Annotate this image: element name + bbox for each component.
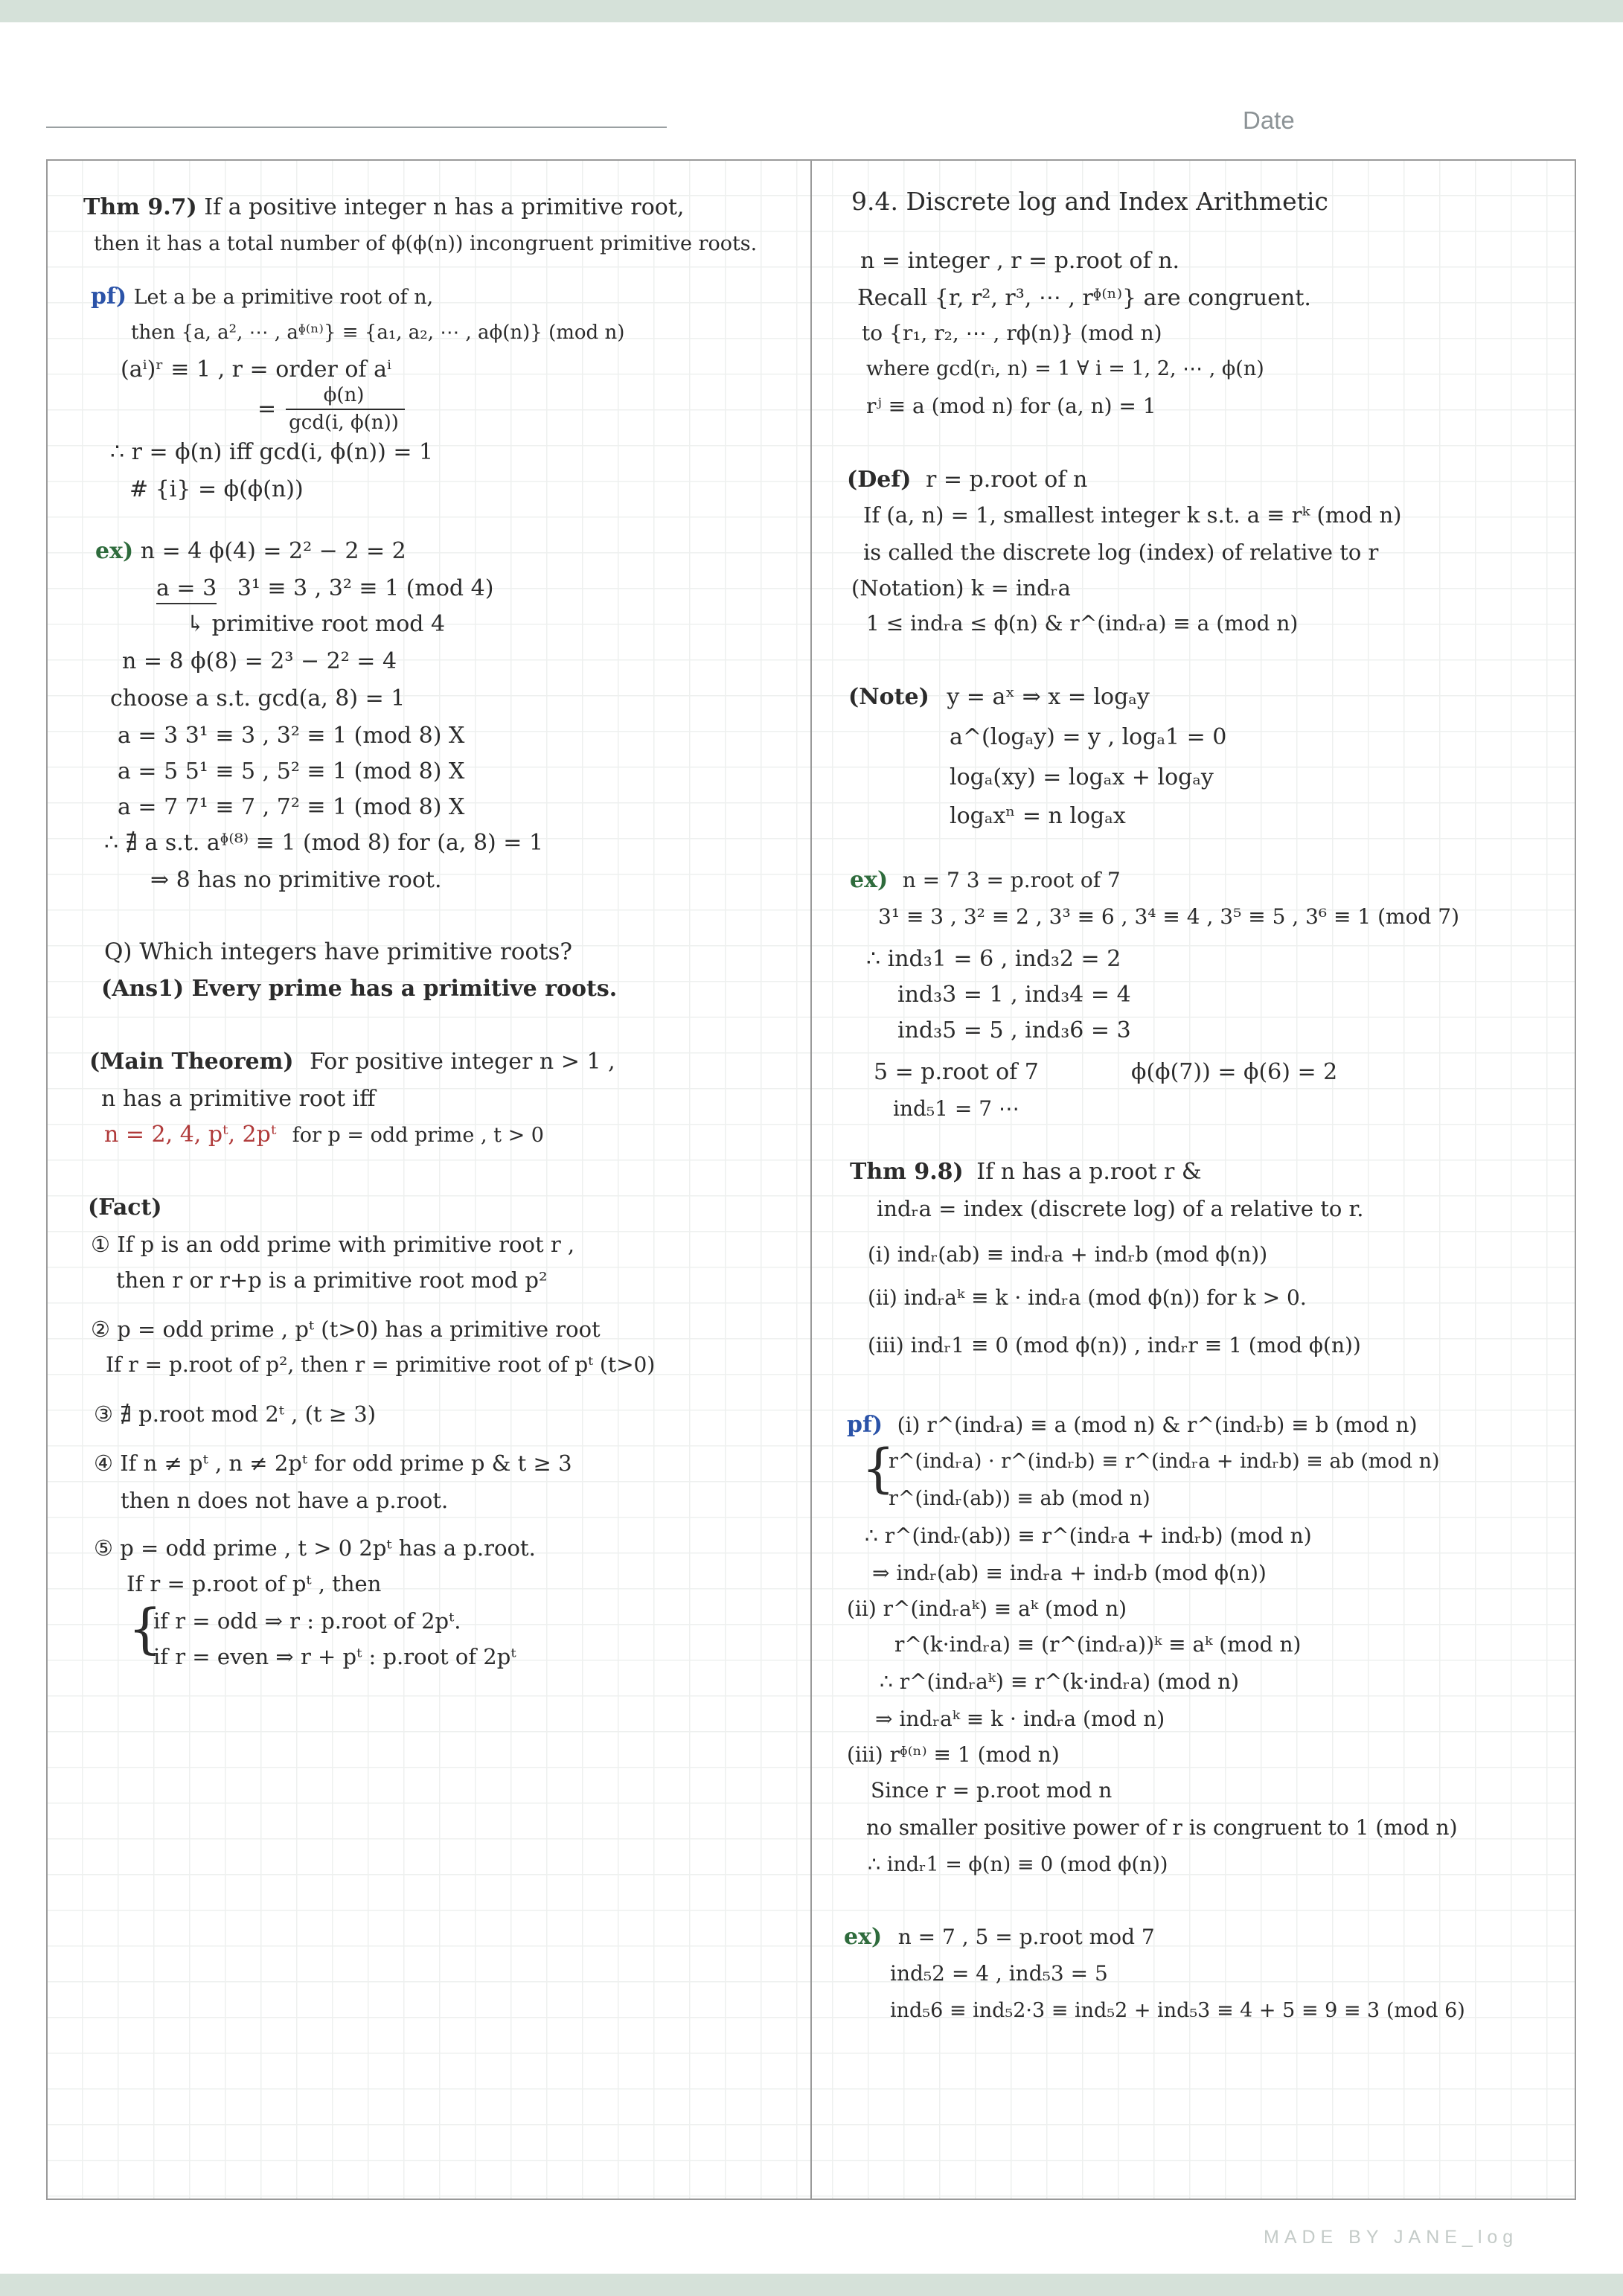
note-label: (Note) bbox=[848, 684, 929, 710]
ex2-2: 3¹ ≡ 3 , 3² ≡ 2 , 3³ ≡ 6 , 3⁴ ≡ 4 , 3⁵ ≡ 5 , 3⁶ ≡ 1 (mod 7) bbox=[878, 904, 1459, 929]
ex1-line3: ↳ primitive root mod 4 bbox=[186, 611, 446, 637]
pf2-11: Since r = p.root mod n bbox=[871, 1778, 1113, 1803]
pf2-4: ∴ r^(indᵣ(ab)) ≡ r^(indᵣa + indᵣb) (mod n) bbox=[865, 1523, 1312, 1548]
thm98-3: (i) indᵣ(ab) ≡ indᵣa + indᵣb (mod ϕ(n)) bbox=[868, 1242, 1268, 1267]
q-line2: (Ans1) Every prime has a primitive roots. bbox=[101, 976, 618, 1002]
main-line1 bbox=[89, 1051, 615, 1073]
pf2-9: ⇒ indᵣaᵏ ≡ k · indᵣa (mod n) bbox=[875, 1707, 1165, 1731]
pf2-13: ∴ indᵣ1 = ϕ(n) ≡ 0 (mod ϕ(n)) bbox=[868, 1853, 1168, 1876]
main-label: (Main Theorem) bbox=[89, 1049, 294, 1075]
main-text3: for p = odd prime , t > 0 bbox=[292, 1124, 544, 1147]
watermark: MADE BY JANE_log bbox=[1264, 2227, 1519, 2248]
pf-line5: # {i} = ϕ(ϕ(n)) bbox=[129, 476, 304, 502]
pf2-6: (ii) r^(indᵣaᵏ) ≡ aᵏ (mod n) bbox=[847, 1596, 1127, 1621]
fact-1b: then r or r+p is a primitive root mod p² bbox=[116, 1267, 548, 1293]
note-2: a^(logₐy) = y , logₐ1 = 0 bbox=[950, 724, 1227, 750]
pf-line2: then {a, a², ⋯ , aᶲ⁽ⁿ⁾} ≡ {a₁, a₂, ⋯ , aϕ(n)} (mod n) bbox=[131, 322, 625, 344]
ex1-line7: a = 5 5¹ ≡ 5 , 5² ≡ 1 (mod 8) X bbox=[118, 758, 465, 784]
pf2-line1 bbox=[847, 1414, 1418, 1436]
thm98-text1: If n has a p.root r & bbox=[976, 1159, 1202, 1185]
def-3: is called the discrete log (index) of relative to r bbox=[863, 540, 1379, 565]
fact-5-brace: { bbox=[128, 1597, 162, 1660]
intro-1: n = integer , r = p.root of n. bbox=[860, 248, 1180, 274]
bottom-band bbox=[0, 2274, 1623, 2296]
fact-5c: if r = odd ⇒ r : p.root of 2pᵗ. bbox=[153, 1608, 461, 1634]
thm97-line1 bbox=[83, 196, 684, 219]
main-line3 bbox=[104, 1124, 544, 1146]
pf-line4: ∴ r = ϕ(n) iff gcd(i, ϕ(n)) = 1 bbox=[110, 439, 434, 465]
fact-5b: If r = p.root of pᵗ , then bbox=[127, 1571, 382, 1596]
ex1-line6: a = 3 3¹ ≡ 3 , 3² ≡ 1 (mod 8) X bbox=[118, 723, 465, 749]
pf-frac-den: gcd(i, ϕ(n)) bbox=[289, 412, 399, 434]
title-line bbox=[46, 127, 667, 128]
def-2: If (a, n) = 1, smallest integer k s.t. a ≡ rᵏ (mod n) bbox=[863, 502, 1402, 528]
column-divider bbox=[810, 159, 812, 2200]
fact-2b: If r = p.root of p², then r = primitive root of pᵗ (t>0) bbox=[106, 1352, 656, 1377]
fact-2a: ② p = odd prime , pᵗ (t>0) has a primitive root bbox=[91, 1317, 601, 1342]
ex3-2: ind₅2 = 4 , ind₅3 = 5 bbox=[890, 1961, 1108, 1986]
ex1-line8: a = 7 7¹ ≡ 7 , 7² ≡ 1 (mod 8) X bbox=[118, 794, 465, 820]
thm97-label: Thm 9.7) bbox=[83, 194, 197, 220]
intro-5: rʲ ≡ a (mod n) for (a, n) = 1 bbox=[866, 394, 1156, 418]
ex2-5: ind₃5 = 5 , ind₃6 = 3 bbox=[897, 1017, 1131, 1043]
ex1-line2 bbox=[156, 575, 494, 601]
pf-line1 bbox=[91, 286, 433, 308]
main-forms: n = 2, 4, pᵗ, 2pᵗ bbox=[104, 1122, 277, 1148]
def-5: 1 ≤ indᵣa ≤ ϕ(n) & r^(indᵣa) ≡ a (mod n) bbox=[866, 611, 1299, 636]
thm98-5: (iii) indᵣ1 ≡ 0 (mod ϕ(n)) , indᵣr ≡ 1 (mod ϕ(n)) bbox=[868, 1333, 1361, 1358]
ex2-4: ind₃3 = 1 , ind₃4 = 4 bbox=[897, 982, 1131, 1008]
intro-3: to {r₁, r₂, ⋯ , rϕ(n)} (mod n) bbox=[862, 321, 1162, 345]
pf2-label: pf) bbox=[847, 1412, 883, 1438]
pf2-3: r^(indᵣ(ab)) ≡ ab (mod n) bbox=[889, 1487, 1150, 1510]
pf-frac-line bbox=[286, 409, 405, 410]
thm97-line2: then it has a total number of ϕ(ϕ(n)) incongruent primitive roots. bbox=[94, 232, 758, 255]
intro-2: Recall {r, r², r³, ⋯ , rᶲ⁽ⁿ⁾} are congruent. bbox=[857, 285, 1311, 311]
ex3-3: ind₅6 ≡ ind₅2·3 ≡ ind₅2 + ind₅3 ≡ 4 + 5 ≡ 9 ≡ 3 (mod 6) bbox=[890, 1999, 1465, 2022]
pf2-text1: (i) r^(indᵣa) ≡ a (mod n) & r^(indᵣb) ≡ b (mod n) bbox=[897, 1413, 1418, 1437]
pf2-5: ⇒ indᵣ(ab) ≡ indᵣa + indᵣb (mod ϕ(n)) bbox=[872, 1561, 1267, 1585]
ex3-text1: n = 7 , 5 = p.root mod 7 bbox=[897, 1925, 1155, 1949]
fact-4b: then n does not have a p.root. bbox=[121, 1488, 449, 1513]
ex2-7: ind₅1 = 7 ⋯ bbox=[893, 1096, 1019, 1121]
note-line1 bbox=[848, 686, 1150, 709]
ex2-line1 bbox=[850, 869, 1121, 892]
pf2-8: ∴ r^(indᵣaᵏ) ≡ r^(k·indᵣa) (mod n) bbox=[880, 1669, 1240, 1694]
ex2-label: ex) bbox=[850, 867, 889, 893]
fact-label: (Fact) bbox=[88, 1195, 162, 1221]
fact-1a: ① If p is an odd prime with primitive root r , bbox=[91, 1232, 575, 1257]
note-4: logₐxⁿ = n logₐx bbox=[950, 803, 1126, 829]
fact-3: ③ ∄ p.root mod 2ᵗ , (t ≥ 3) bbox=[94, 1401, 377, 1427]
ex2-6a: 5 = p.root of 7 bbox=[874, 1059, 1039, 1085]
thm98-4: (ii) indᵣaᵏ ≡ k · indᵣa (mod ϕ(n)) for k > 0. bbox=[868, 1285, 1307, 1310]
pf-text1: Let a be a primitive root of n, bbox=[133, 286, 434, 309]
ex2-text1: n = 7 3 = p.root of 7 bbox=[902, 868, 1121, 892]
top-band bbox=[0, 0, 1623, 22]
q-line1: Q) Which integers have primitive roots? bbox=[104, 938, 573, 965]
thm98-line1 bbox=[850, 1161, 1202, 1183]
intro-4: where gcd(rᵢ, n) = 1 ∀ i = 1, 2, ⋯ , ϕ(n) bbox=[866, 357, 1264, 380]
main-line2: n has a primitive root iff bbox=[101, 1086, 376, 1112]
fact-4a: ④ If n ≠ pᵗ , n ≠ 2pᵗ for odd prime p & t ≥ 3 bbox=[94, 1451, 572, 1476]
note-text1: y = aˣ ⇒ x = logₐy bbox=[947, 684, 1150, 710]
def-4: (Notation) k = indᵣa bbox=[851, 575, 1071, 601]
ex1-line9: ∴ ∄ a s.t. aᶲ⁽⁸⁾ ≡ 1 (mod 8) for (a, 8) = 1 bbox=[104, 830, 544, 856]
pf-label: pf) bbox=[91, 284, 127, 310]
section-title: 9.4. Discrete log and Index Arithmetic bbox=[851, 187, 1328, 216]
thm98-label: Thm 9.8) bbox=[850, 1159, 964, 1185]
main-text1: For positive integer n > 1 , bbox=[310, 1049, 615, 1075]
note-3: logₐ(xy) = logₐx + logₐy bbox=[950, 764, 1214, 790]
ex3-line1 bbox=[844, 1926, 1155, 1948]
def-line1 bbox=[847, 469, 1087, 491]
fact-5a: ⑤ p = odd prime , t > 0 2pᵗ has a p.root. bbox=[94, 1535, 536, 1561]
ex1-text2: 3¹ ≡ 3 , 3² ≡ 1 (mod 4) bbox=[237, 575, 494, 601]
pf-frac-num: ϕ(n) bbox=[323, 384, 365, 406]
ex2-6b: ϕ(ϕ(7)) = ϕ(6) = 2 bbox=[1131, 1059, 1338, 1085]
thm97-text1: If a positive integer n has a primitive root, bbox=[204, 194, 685, 220]
def-label: (Def) bbox=[847, 467, 912, 493]
pf-eq: = bbox=[257, 396, 277, 422]
ex1-line5: choose a s.t. gcd(a, 8) = 1 bbox=[110, 685, 406, 711]
date-label: Date bbox=[1243, 106, 1295, 134]
ex1-line1 bbox=[95, 540, 406, 563]
fact-5d: if r = even ⇒ r + pᵗ : p.root of 2pᵗ bbox=[153, 1644, 516, 1669]
pf2-7: r^(k·indᵣa) ≡ (r^(indᵣa))ᵏ ≡ aᵏ (mod n) bbox=[894, 1632, 1302, 1657]
pf2-2: r^(indᵣa) · r^(indᵣb) ≡ r^(indᵣa + indᵣb) ≡ ab (mod n) bbox=[889, 1450, 1440, 1473]
pf2-brace: { bbox=[862, 1438, 895, 1499]
pf2-10: (iii) rᶲ⁽ⁿ⁾ ≡ 1 (mod n) bbox=[847, 1742, 1060, 1767]
ex1-line4: n = 8 ϕ(8) = 2³ − 2² = 4 bbox=[122, 648, 397, 674]
pf2-12: no smaller positive power of r is congruent to 1 (mod n) bbox=[866, 1815, 1458, 1840]
ex1-label: ex) bbox=[95, 538, 134, 564]
ex3-label: ex) bbox=[844, 1924, 883, 1950]
ex1-a3: a = 3 bbox=[156, 575, 217, 604]
ex1-text1: n = 4 ϕ(4) = 2² − 2 = 2 bbox=[140, 538, 406, 564]
ex2-3: ∴ ind₃1 = 6 , ind₃2 = 2 bbox=[866, 946, 1121, 972]
ex1-line10: ⇒ 8 has no primitive root. bbox=[150, 867, 442, 893]
thm98-2: indᵣa = index (discrete log) of a relative to r. bbox=[877, 1196, 1364, 1221]
pf-line3: (aⁱ)ʳ ≡ 1 , r = order of aⁱ bbox=[121, 356, 392, 383]
def-text1: r = p.root of n bbox=[925, 467, 1088, 493]
